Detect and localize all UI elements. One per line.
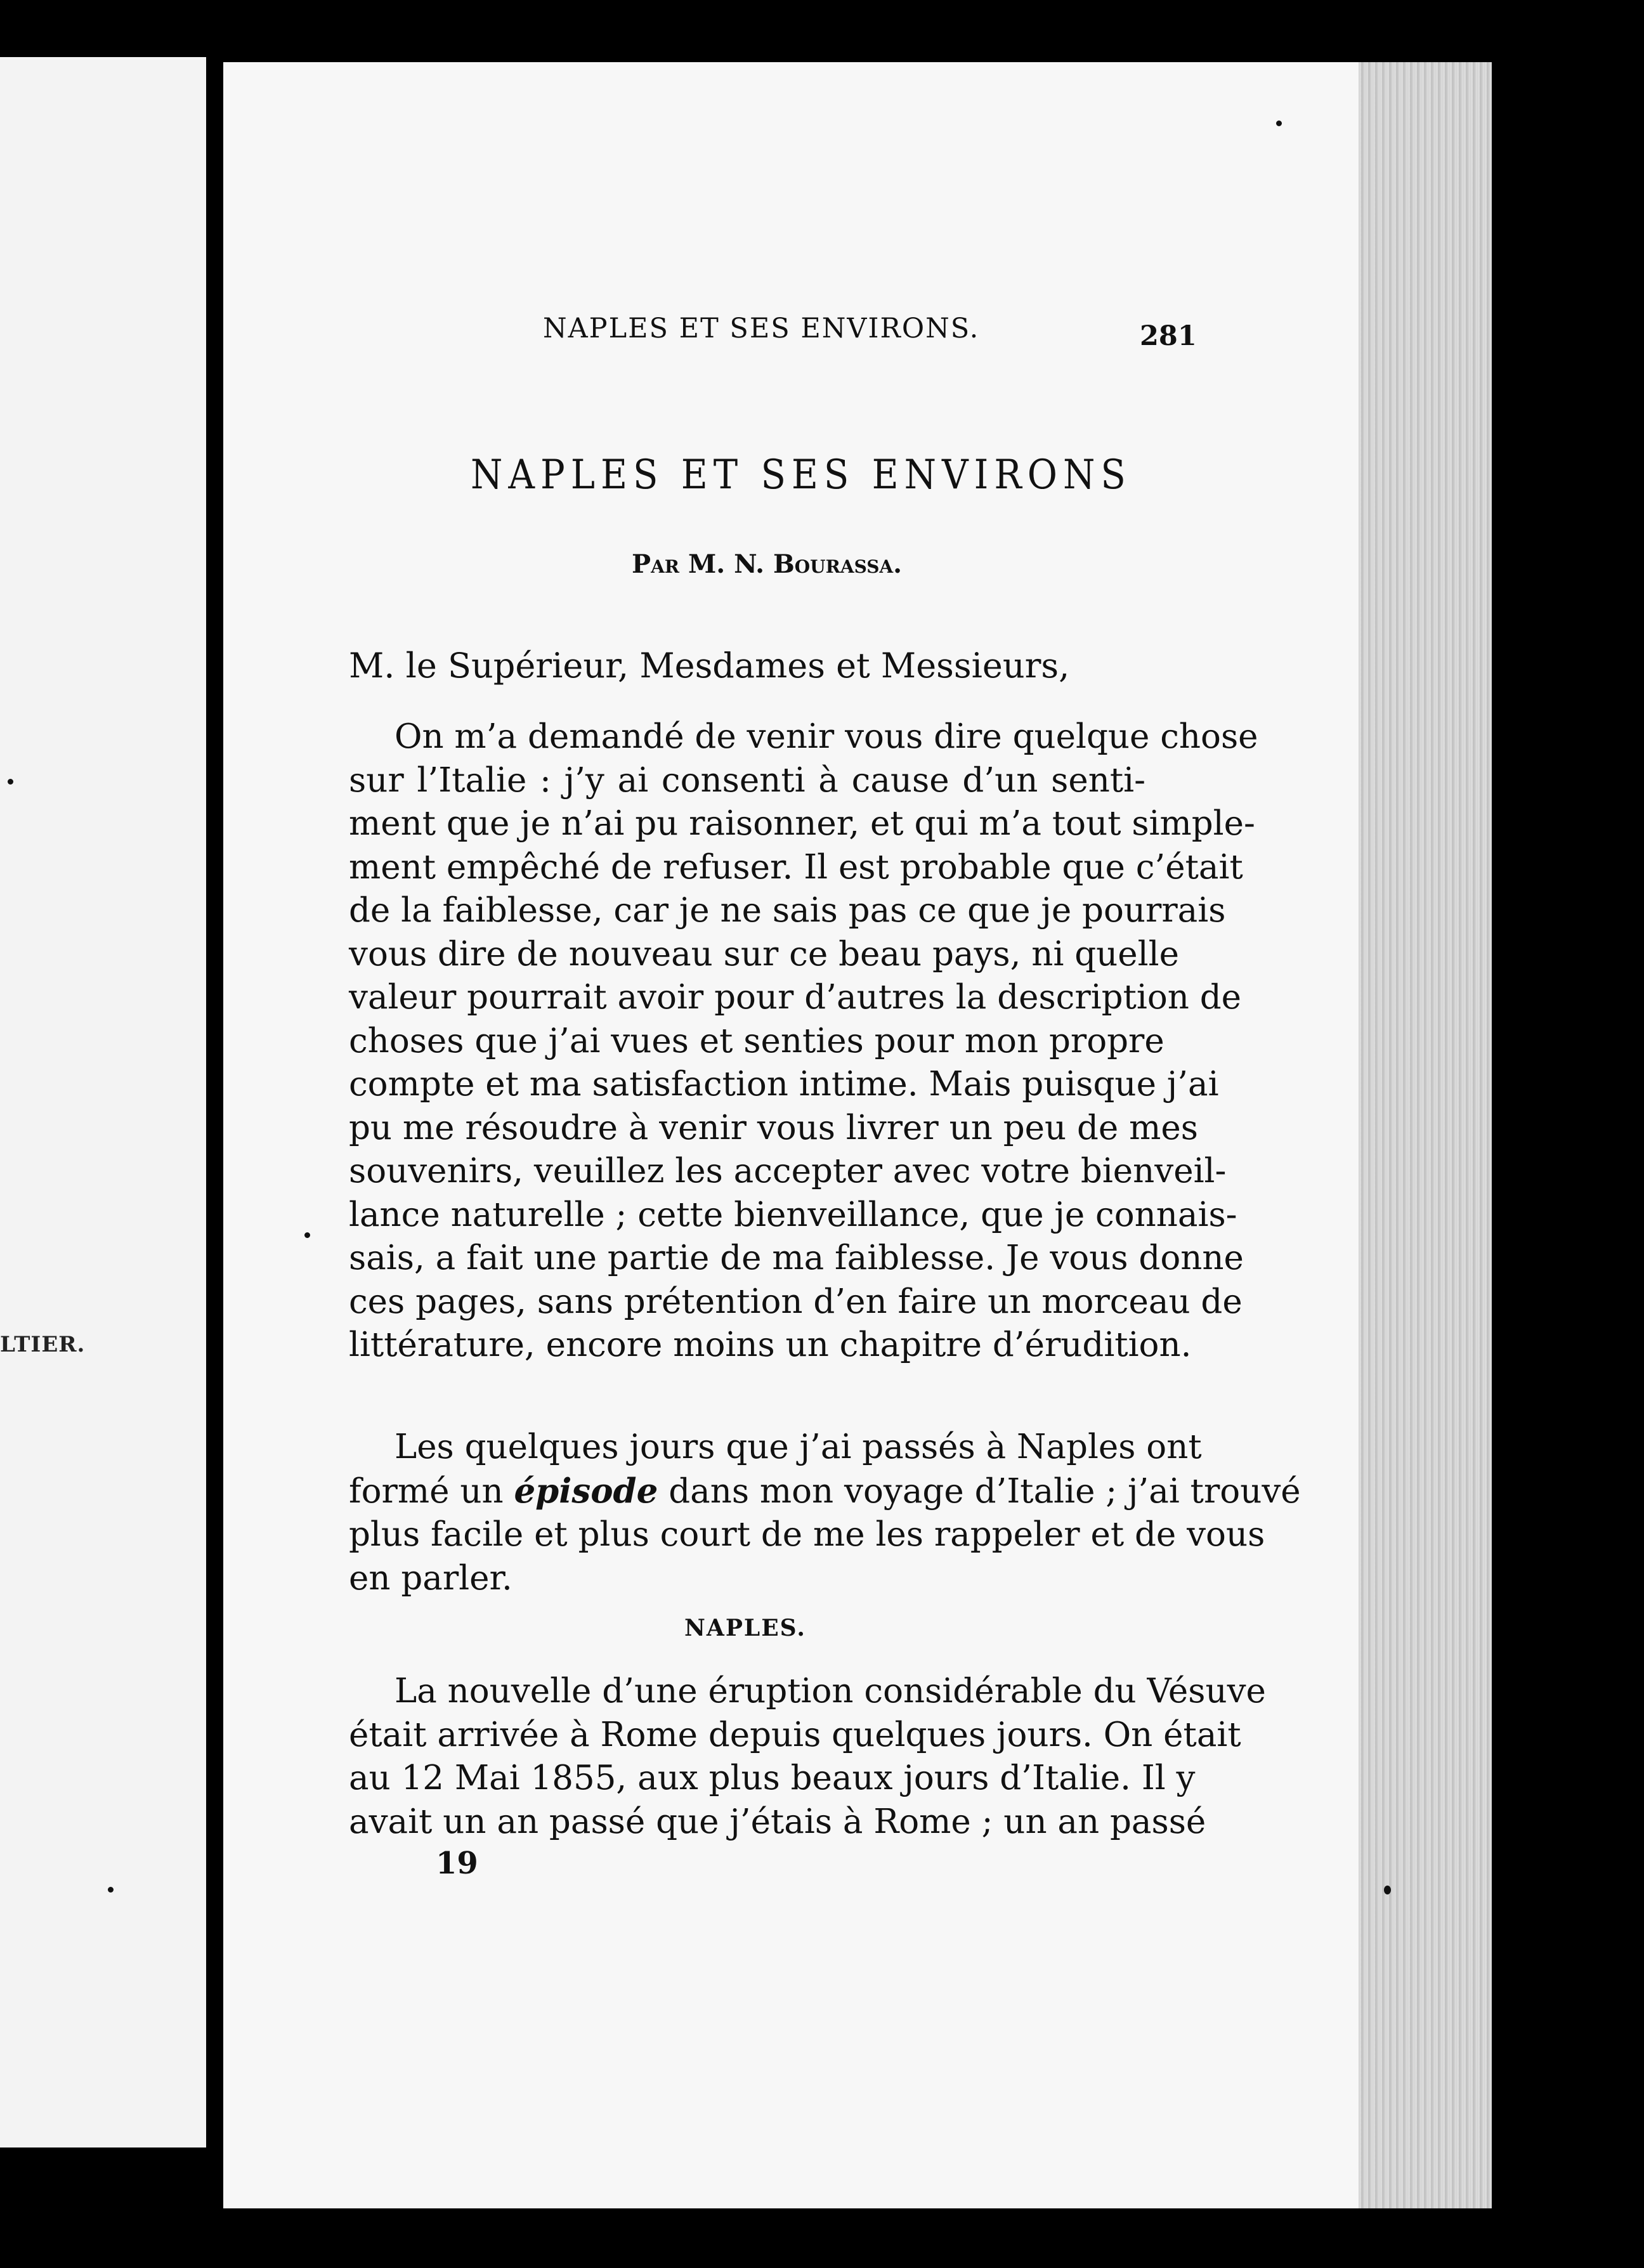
- text-line: plus facile et plus court de me les rappeler et de vous: [349, 1515, 1265, 1554]
- page-edge: [1359, 62, 1492, 2208]
- left-page: [0, 57, 206, 2147]
- left-page-speck: [108, 1887, 114, 1893]
- text-line: littérature, encore moins un chapitre d’érudition.: [349, 1326, 1192, 1364]
- salutation: M. le Supérieur, Mesdames et Messieurs,: [349, 646, 1070, 686]
- text-line: La nouvelle d’une éruption considérable du Vésuve: [395, 1672, 1266, 1711]
- text-span: dans mon voyage d’Italie ; j’ai trouvé: [658, 1471, 1301, 1511]
- text-span: formé un: [349, 1471, 514, 1511]
- text-line: [349, 1470, 1301, 1514]
- text-line: choses que j’ai vues et senties pour mon propre: [349, 1021, 1164, 1060]
- running-head: NAPLES ET SES ENVIRONS.: [543, 313, 980, 344]
- text-line: ces pages, sans prétention d’en faire un morceau de: [349, 1282, 1243, 1321]
- text-line: lance naturelle ; cette bienveillance, que je connais-: [349, 1195, 1237, 1234]
- text-line: sais, a fait une partie de ma faiblesse. Je vous donne: [349, 1239, 1244, 1277]
- byline: Par M. N. Bourassa.: [632, 549, 903, 579]
- left-page-fragment: LTIER.: [0, 1332, 86, 1357]
- text-line: Les quelques jours que j’ai passés à Naples ont: [395, 1428, 1202, 1466]
- paragraph-naples: [349, 1670, 1266, 1844]
- article-title: NAPLES ET SES ENVIRONS: [471, 452, 1132, 499]
- text-line: de la faiblesse, car je ne sais pas ce que je pourrais: [349, 891, 1226, 930]
- text-line: On m’a demandé de venir vous dire quelque chose: [395, 717, 1258, 756]
- text-line: avait un an passé que j’étais à Rome ; un an passé: [349, 1802, 1206, 1841]
- page-speck: [1276, 121, 1282, 126]
- paragraph-episode: [349, 1426, 1301, 1600]
- text-line: au 12 Mai 1855, aux plus beaux jours d’Italie. Il y: [349, 1759, 1196, 1797]
- text-line: ment empêché de refuser. Il est probable que c’était: [349, 847, 1243, 887]
- text-line: en parler.: [349, 1558, 512, 1598]
- left-page-speck: [8, 779, 13, 785]
- text-line: sur l’Italie : j’y ai consenti à cause d’un senti-: [349, 760, 1145, 800]
- text-line: était arrivée à Rome depuis quelques jours. On était: [349, 1715, 1241, 1754]
- text-line: ment que je n’ai pu raisonner, et qui m’a tout simple-: [349, 804, 1255, 843]
- text-line: pu me résoudre à venir vous livrer un peu de mes: [349, 1108, 1198, 1147]
- signature-mark: 19: [436, 1846, 478, 1881]
- page-speck: [1384, 1886, 1391, 1894]
- page-number: 281: [1140, 320, 1197, 352]
- section-heading: NAPLES.: [684, 1615, 806, 1641]
- text-line: souvenirs, veuillez les accepter avec votre bienveil-: [349, 1152, 1227, 1190]
- text-line: vous dire de nouveau sur ce beau pays, ni quelle: [349, 934, 1179, 974]
- emphasis-episode: épisode: [514, 1471, 658, 1511]
- text-line: compte et ma satisfaction intime. Mais puisque j’ai: [349, 1065, 1219, 1104]
- right-page: [223, 62, 1492, 2208]
- page-speck: [304, 1232, 310, 1238]
- text-line: valeur pourrait avoir pour d’autres la description de: [349, 978, 1242, 1017]
- paragraph-intro: [349, 715, 1258, 1367]
